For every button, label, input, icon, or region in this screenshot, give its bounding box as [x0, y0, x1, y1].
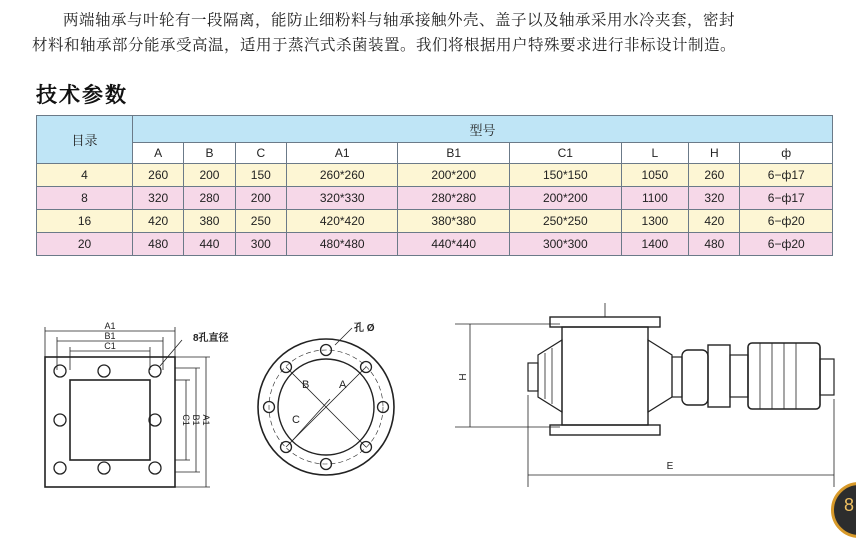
table-cell: 260 — [689, 164, 740, 187]
table-cell: 260*260 — [286, 164, 398, 187]
table-cell: 380*380 — [398, 210, 510, 233]
col-header: B1 — [398, 143, 510, 164]
dim-label-c1: C1 — [104, 341, 116, 351]
cell-catalog: 8 — [37, 187, 133, 210]
table-cell: 200*200 — [398, 164, 510, 187]
table-cell: 250*250 — [510, 210, 622, 233]
technical-drawings — [0, 295, 856, 522]
col-header: L — [621, 143, 689, 164]
table-cell: 480 — [133, 233, 184, 256]
hole-dia-label: 孔 Ø — [354, 323, 375, 334]
dim-label-b: B — [302, 379, 310, 391]
row-header-catalog: 目录 — [37, 116, 133, 164]
intro-line-2: 材料和轴承部分能承受高温，适用于蒸汽式杀菌装置。我们将根据用户特殊要求进行非标设计制造。 — [32, 36, 737, 54]
table-cell: 1300 — [621, 210, 689, 233]
table-cell: 380 — [184, 210, 235, 233]
table-cell: 440 — [184, 233, 235, 256]
col-header: C — [235, 143, 286, 164]
table-cell: 420 — [689, 210, 740, 233]
table-cell: 1100 — [621, 187, 689, 210]
col-header: C1 — [510, 143, 622, 164]
table-cell: 420*420 — [286, 210, 398, 233]
table-cell: 6−ф20 — [740, 210, 833, 233]
table-cell: 440*440 — [398, 233, 510, 256]
col-header: A1 — [286, 143, 398, 164]
intro-line-1: 两端轴承与叶轮有一段隔离，能防止细粉料与轴承接触外壳、盖子以及轴承采用水冷夹套，密封 — [63, 11, 736, 29]
table-cell: 6−ф17 — [740, 187, 833, 210]
table-cell: 200 — [235, 187, 286, 210]
section-title: 技术参数 — [36, 83, 128, 107]
dim-label-a1: A1 — [104, 321, 116, 331]
table-cell: 480 — [689, 233, 740, 256]
table-cell: 200*200 — [510, 187, 622, 210]
table-cell: 300*300 — [510, 233, 622, 256]
table-cell: 150 — [235, 164, 286, 187]
table-cell: 300 — [235, 233, 286, 256]
table-cell: 320 — [689, 187, 740, 210]
dim-label-c: C — [292, 414, 300, 426]
cell-catalog: 20 — [37, 233, 133, 256]
table-cell: 320*330 — [286, 187, 398, 210]
side-label-c1: C1 — [181, 414, 191, 426]
dim-label-a: A — [339, 379, 347, 391]
table-cell: 1050 — [621, 164, 689, 187]
table-cell: 6−ф17 — [740, 164, 833, 187]
page-number: 8 — [844, 495, 855, 515]
side-label-a1: A1 — [201, 414, 211, 426]
cell-catalog: 4 — [37, 164, 133, 187]
table-cell: 280 — [184, 187, 235, 210]
col-header: ф — [740, 143, 833, 164]
table-cell: 320 — [133, 187, 184, 210]
table-cell: 420 — [133, 210, 184, 233]
group-header-model: 型号 — [133, 116, 833, 143]
table-cell: 1400 — [621, 233, 689, 256]
col-header: H — [689, 143, 740, 164]
table-cell: 6−ф20 — [740, 233, 833, 256]
table-row — [37, 210, 833, 233]
square-flange-drawing — [45, 321, 229, 487]
table-cell: 480*480 — [286, 233, 398, 256]
hole-note-label: 8孔直径 — [193, 333, 229, 344]
dim-label-h: H — [458, 373, 469, 381]
valve-side-view-drawing — [455, 303, 834, 487]
table-cell: 280*280 — [398, 187, 510, 210]
round-flange-drawing — [258, 321, 394, 475]
table-row — [37, 187, 833, 210]
table-cell: 150*150 — [510, 164, 622, 187]
table-cell: 250 — [235, 210, 286, 233]
col-header: A — [133, 143, 184, 164]
table-cell: 260 — [133, 164, 184, 187]
table-row — [37, 164, 833, 187]
intro-paragraph — [32, 8, 832, 58]
col-header: B — [184, 143, 235, 164]
table-header-row — [37, 116, 833, 143]
side-label-b1: B1 — [191, 414, 201, 426]
cell-catalog: 16 — [37, 210, 133, 233]
spec-table — [36, 115, 833, 256]
table-row — [37, 233, 833, 256]
dim-label-e: E — [666, 461, 674, 472]
table-cell: 200 — [184, 164, 235, 187]
column-header-row — [37, 143, 833, 164]
dim-label-b1: B1 — [104, 331, 116, 341]
